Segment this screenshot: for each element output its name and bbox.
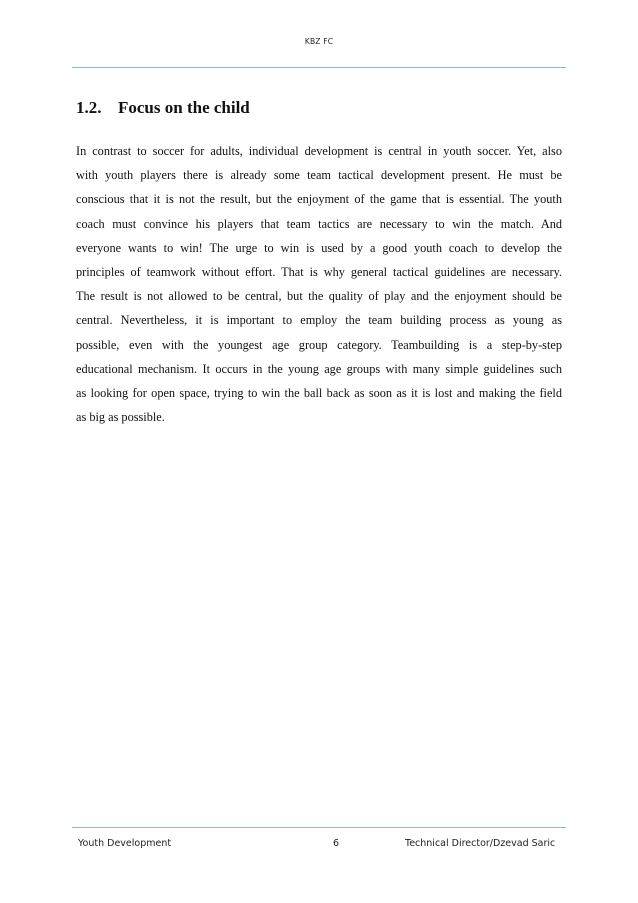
paragraph-line: coach must convince his players that team tactics are necessary to win the match. And — [76, 216, 562, 231]
footer-divider — [72, 827, 566, 828]
paragraph-line: educational mechanism. It occurs in the young age groups with many simple guidelines such — [76, 361, 562, 376]
paragraph-line: principles of teamwork without effort. That is why general tactical guidelines are necessary. — [76, 264, 562, 279]
section-title: Focus on the child — [118, 98, 250, 117]
footer-page-number: 6 — [333, 838, 340, 849]
paragraph-line: as looking for open space, trying to win the ball back as soon as it is lost and making the field — [76, 385, 562, 400]
paragraph-line: possible, even with the youngest age group category. Teambuilding is a step-by-step — [76, 337, 562, 352]
footer-left-text: Youth Development — [78, 838, 172, 849]
footer-right-text: Technical Director/Dzevad Saric — [405, 838, 556, 849]
page-header: KBZ FC — [304, 37, 334, 46]
paragraph-line: everyone wants to win! The urge to win is used by a good youth coach to develop the — [76, 240, 562, 255]
paragraph-line: In contrast to soccer for adults, individual development is central in youth soccer. Yet, also — [76, 144, 562, 158]
paragraph-line: as big as possible. — [76, 410, 165, 425]
body-paragraph — [76, 139, 562, 429]
paragraph-line: The result is not allowed to be central, but the quality of play and the enjoyment should be — [76, 289, 562, 304]
section-number: 1.2. — [76, 98, 102, 117]
header-divider — [72, 67, 566, 68]
paragraph-line: conscious that it is not the result, but the enjoyment of the game that is essential. The youth — [76, 192, 562, 207]
section-heading — [76, 98, 250, 118]
paragraph-line: with youth players there is already some team tactical development present. He must be — [76, 168, 562, 183]
paragraph-line: central. Nevertheless, it is important to employ the team building process as young as — [76, 313, 562, 328]
